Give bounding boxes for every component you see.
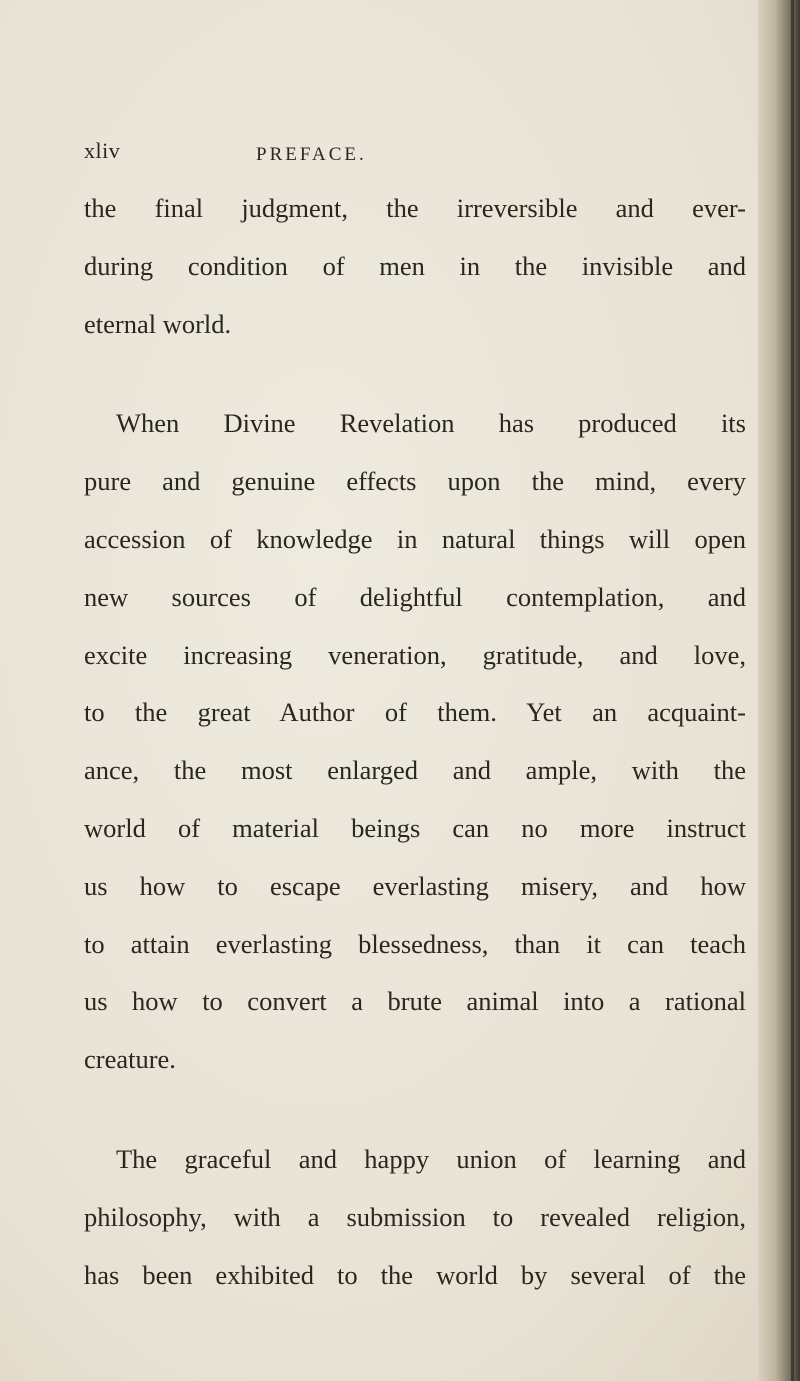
text-line: to the great Author of them. Yet an acquaint-	[84, 697, 746, 728]
text-line: accession of knowledge in natural things will open	[84, 523, 746, 554]
text-line: us how to escape everlasting misery, and how	[84, 870, 746, 901]
text-line: philosophy, with a submission to revealed religion,	[84, 1201, 746, 1232]
text-line: has been exhibited to the world by several of the	[84, 1259, 746, 1290]
text-line: ance, the most enlarged and ample, with the	[84, 755, 746, 786]
page-binding-edge	[791, 0, 794, 1381]
body-text	[84, 180, 746, 1304]
text-line: new sources of delightful contemplation, and	[84, 581, 746, 612]
text-line: us how to convert a brute animal into a rational	[84, 986, 746, 1017]
paragraph-2	[84, 395, 746, 1089]
page-header	[84, 138, 724, 172]
paragraph-3	[84, 1131, 746, 1304]
text-line: excite increasing veneration, gratitude, and love,	[84, 639, 746, 670]
paragraph-1	[84, 180, 746, 353]
text-line: When Divine Revelation has produced its	[116, 408, 746, 439]
text-line: pure and genuine effects upon the mind, every	[84, 466, 746, 497]
text-line: The graceful and happy union of learning and	[116, 1143, 746, 1174]
text-line: to attain everlasting blessedness, than it can teach	[84, 928, 746, 959]
running-head: PREFACE.	[256, 144, 367, 165]
text-line: world of material beings can no more instruct	[84, 812, 746, 843]
text-line: during condition of men in the invisible and	[84, 250, 746, 281]
text-line: eternal world.	[84, 308, 232, 339]
text-line: creature.	[84, 1044, 176, 1075]
page-number: xliv	[84, 138, 121, 163]
text-line: the final judgment, the irreversible and ever-	[84, 193, 746, 223]
